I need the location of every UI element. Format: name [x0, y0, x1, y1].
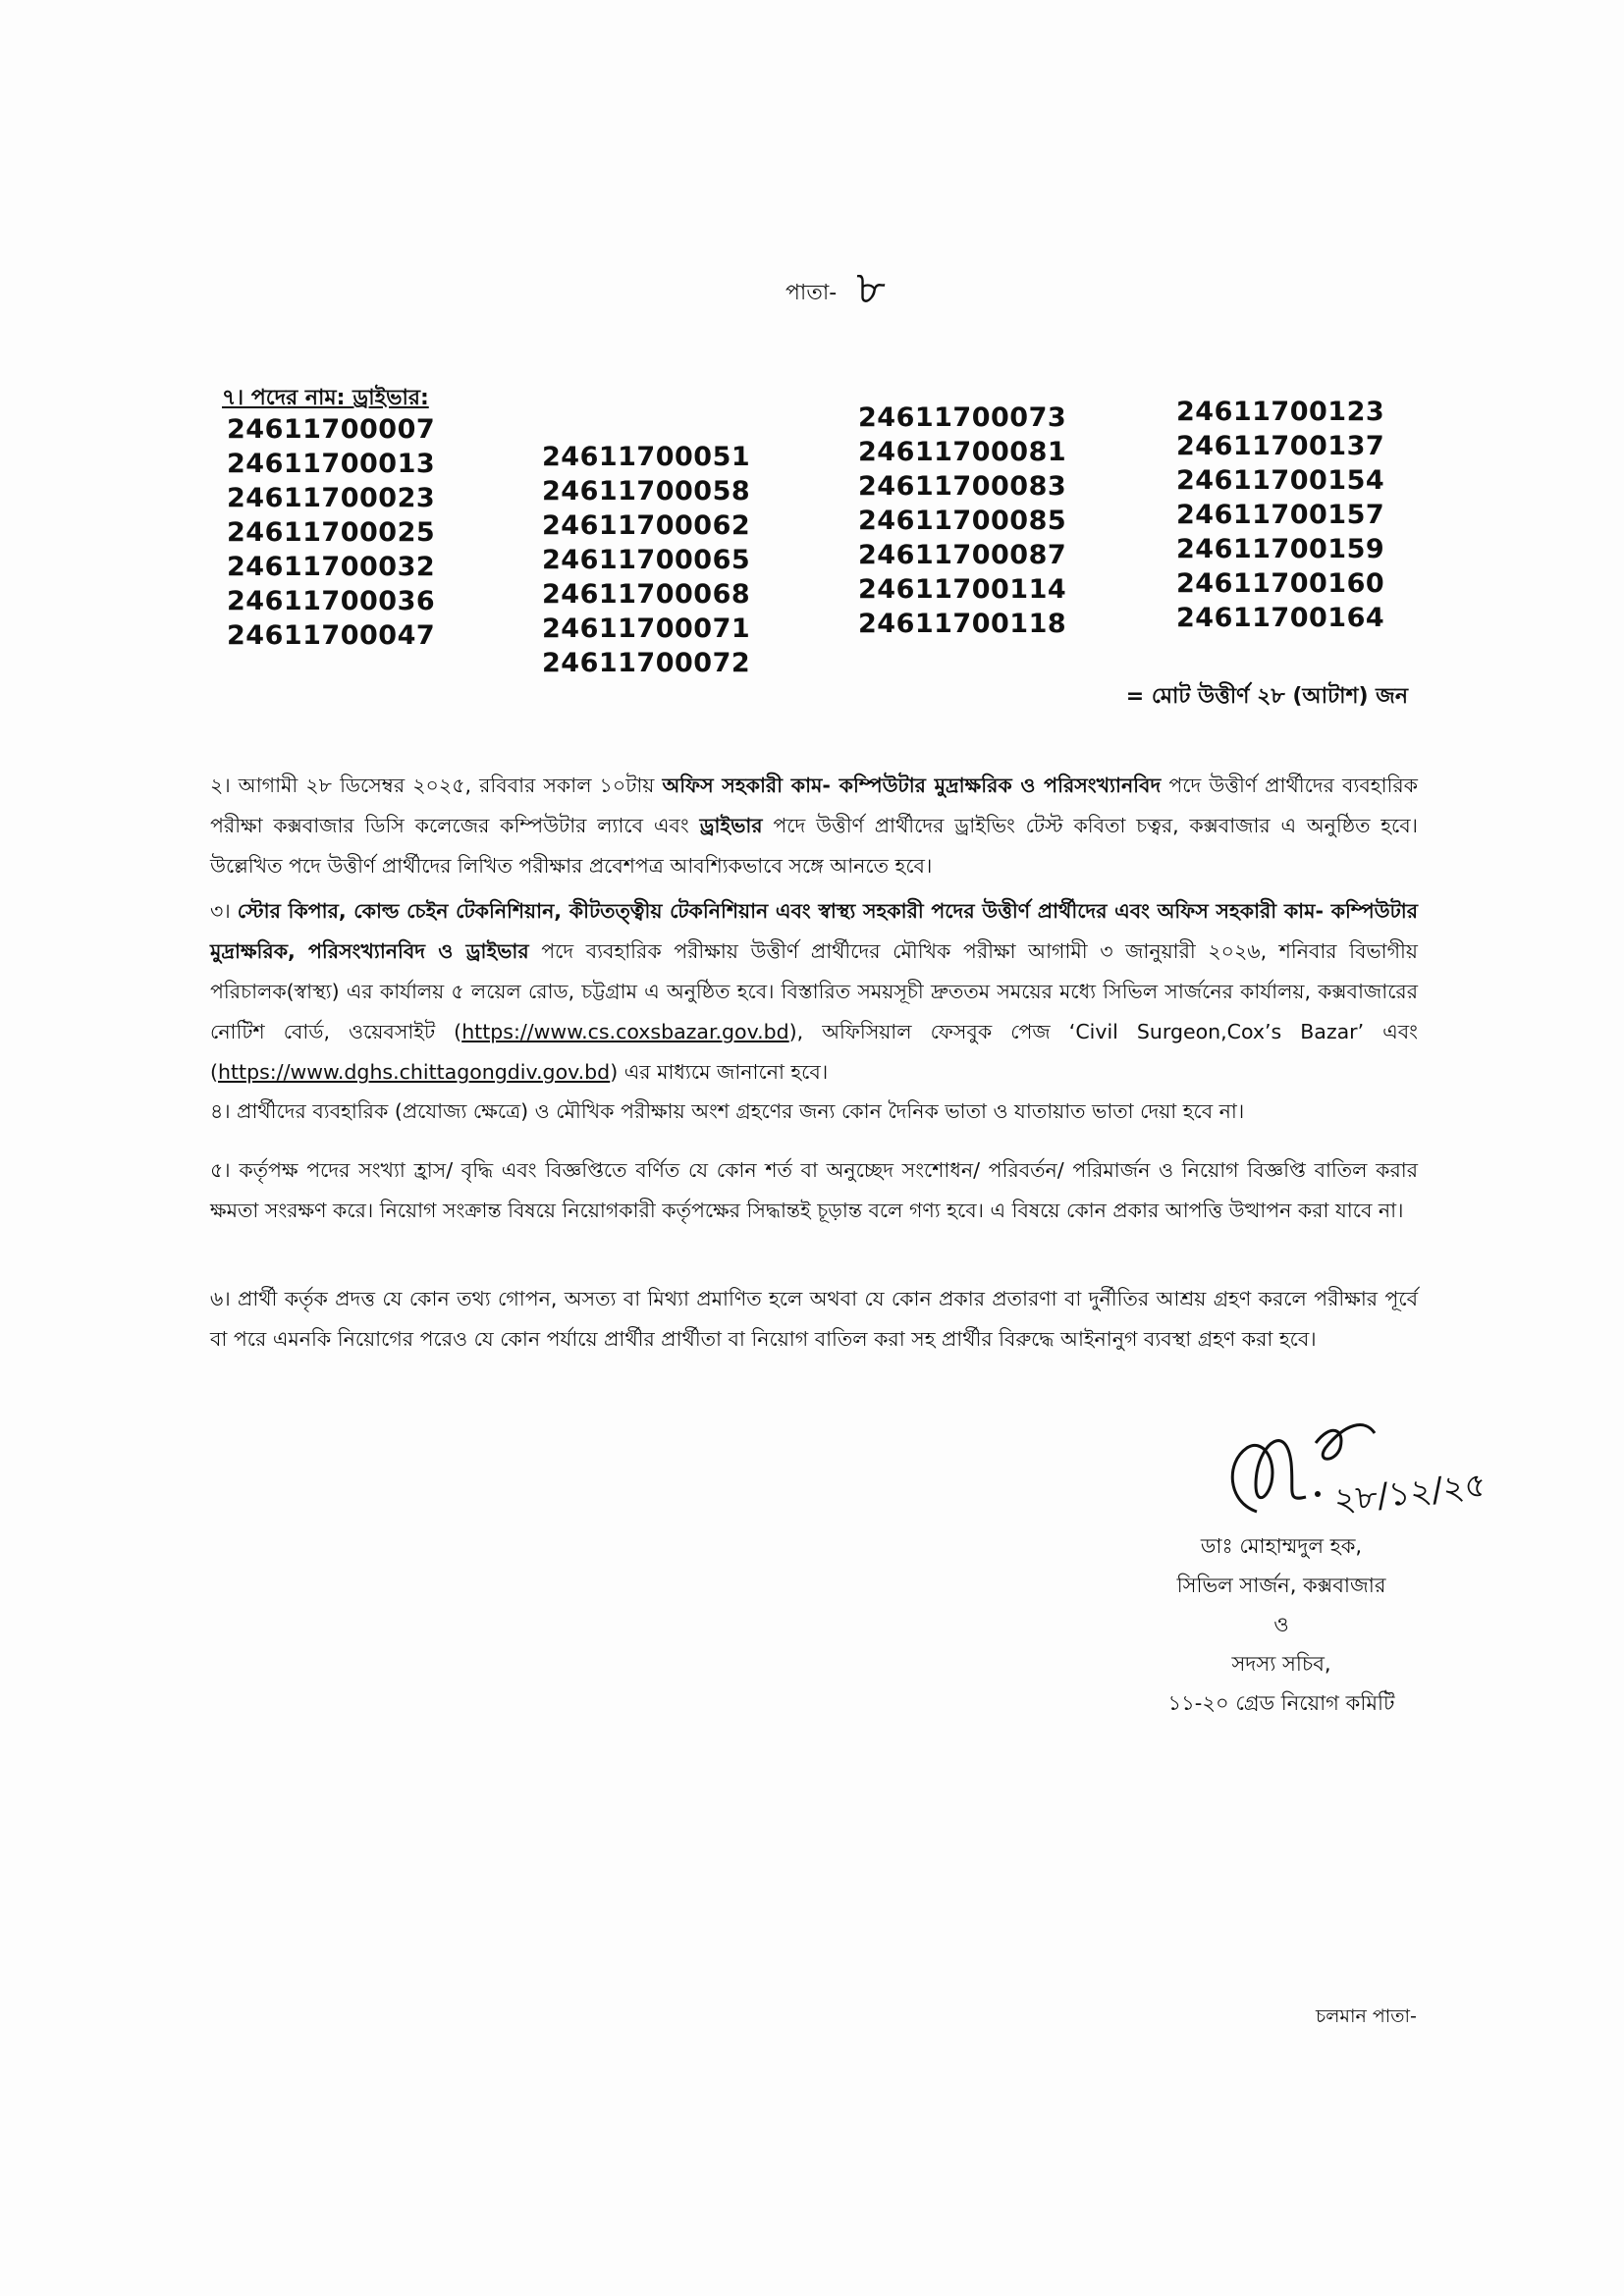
roll-number: 24611700032: [227, 552, 436, 582]
handwritten-page-number: ৮: [856, 261, 886, 314]
signatory-title: সিভিল সার্জন, কক্সবাজার: [1176, 1574, 1386, 1597]
para3-text-2: পদে ব্যবহারিক পরীক্ষায় উত্তীর্ণ প্রার্থীদের মৌখিক পরীক্ষা আগামী ৩ জানুয়ারী ২০২৬, শনিবার বিভাগীয় পরিচালক(স্বাস্থ্য) এর কার্যালয় ৫ লয়েল রোড, চট্টগ্রাম এ অনুষ্ঠিত হবে। বিস্তারিত সময়সূচী দ্রুততম সময়ের মধ্যে সিভিল সার্জনের কার্যালয়, কক্সবাজারের নোটিশ বোর্ড, ওয়েবসাইট (: [210, 939, 1418, 1043]
roll-number: 24611700065: [542, 545, 751, 575]
para3-text-3: ), অফিসিয়াল ফেসবুক পেজ ‘Civil Surgeon,Cox’s Bazar’ এবং (: [210, 1020, 1418, 1084]
roll-number: 24611700036: [227, 586, 436, 616]
roll-number: 24611700137: [1176, 431, 1385, 461]
para2-text-2: পদে উত্তীর্ণ প্রার্থীদের ব্যবহারিক পরীক্ষা কক্সবাজার ডিসি কলেজের কম্পিউটার ল্যাবে এবং: [210, 774, 1418, 837]
roll-number: 24611700025: [227, 517, 436, 548]
section-heading: ৭। পদের নাম: ড্রাইভার:: [222, 386, 429, 410]
roll-column-3: [858, 400, 1066, 641]
signatory-committee: ১১-২০ গ্রেড নিয়োগ কমিটি: [1167, 1691, 1395, 1715]
paragraph-4: ৪। প্রার্থীদের ব্যবহারিক (প্রযোজ্য ক্ষেত্রে) ও মৌখিক পরীক্ষায় অংশ গ্রহণের জন্য কোন দৈনিক ভাতা ও যাতায়াত ভাতা দেয়া হবে না।: [210, 1099, 1245, 1123]
para2-bold-2: ড্রাইভার: [699, 814, 763, 837]
roll-number: 24611700051: [542, 442, 751, 472]
roll-number: 24611700047: [227, 620, 436, 651]
roll-column-2: [542, 440, 750, 680]
para3-text-4: ) এর মাধ্যমে জানানো হবে।: [610, 1060, 829, 1084]
roll-number: 24611700154: [1176, 465, 1385, 496]
roll-number: 24611700157: [1176, 500, 1385, 530]
roll-number: 24611700118: [858, 609, 1067, 639]
roll-number: 24611700072: [542, 648, 751, 678]
signature-block: [1159, 1526, 1404, 1723]
roll-number: 24611700023: [227, 483, 436, 513]
roll-number: 24611700071: [542, 614, 751, 644]
continued-label: চলমান পাতা-: [1316, 2005, 1417, 2027]
website-link[interactable]: https://www.cs.coxsbazar.gov.bd: [461, 1020, 789, 1043]
roll-number: 24611700164: [1176, 603, 1385, 633]
total-passed: = মোট উত্তীর্ণ ২৮ (আটাশ) জন: [1125, 684, 1408, 709]
paragraph-5: ৫। কর্তৃপক্ষ পদের সংখ্যা হ্রাস/ বৃদ্ধি এবং বিজ্ঞপ্তিতে বর্ণিত যে কোন শর্ত বা অনুচ্ছেদ সংশোধন/ পরিবর্তন/ পরিমার্জন ও নিয়োগ বিজ্ঞপ্তি বাতিল করার ক্ষমতা সংরক্ষণ করে। নিয়োগ সংক্রান্ত বিষয়ে নিয়োগকারী কর্তৃপক্ষের সিদ্ধান্তই চূড়ান্ত বলে গণ্য হবে। এ বিষয়ে কোন প্রকার আপত্তি উত্থাপন করা যাবে না।: [210, 1158, 1418, 1222]
para3-text-1: ৩।: [210, 899, 238, 923]
page-number: [785, 250, 886, 325]
roll-column-1: [227, 412, 435, 653]
roll-column-4: [1176, 395, 1384, 635]
para2-text-3: পদে উত্তীর্ণ প্রার্থীদের ড্রাইভিং টেস্ট কবিতা চত্বর, কক্সবাজার এ অনুষ্ঠিত হবে। উল্লেখিত পদে উত্তীর্ণ প্রার্থীদের লিখিত পরীক্ষার প্রবেশপত্র আবশ্যিকভাবে সঙ্গে আনতে হবে।: [210, 814, 1418, 878]
signature-date: ২৮/১২/২৫: [1331, 1465, 1489, 1521]
roll-number: 24611700114: [858, 574, 1067, 605]
para2-text-1: ২। আগামী ২৮ ডিসেম্বর ২০২৫, রবিবার সকাল ১০টায়: [210, 774, 663, 797]
page-label: পাতা-: [785, 281, 838, 305]
roll-number: 24611700087: [858, 540, 1067, 570]
signature-icon: [1218, 1404, 1512, 1531]
paragraph-3: [210, 891, 1418, 1093]
dghs-link[interactable]: https://www.dghs.chittagongdiv.gov.bd: [218, 1060, 611, 1084]
roll-number: 24611700123: [1176, 397, 1385, 427]
paragraph-6: ৬। প্রার্থী কর্তৃক প্রদত্ত যে কোন তথ্য গোপন, অসত্য বা মিথ্যা প্রমাণিত হলে অথবা যে কোন প্রকার প্রতারণা বা দুর্নীতির আশ্রয় গ্রহণ করলে পরীক্ষার পূর্বে বা পরে এমনকি নিয়োগের পরেও যে কোন পর্যায়ে প্রার্থীর প্রার্থীতা বা নিয়োগ বাতিল করা সহ প্রার্থীর বিরুদ্ধে আইনানুগ ব্যবস্থা গ্রহণ করা হবে।: [210, 1287, 1418, 1351]
signatory-name: ডাঃ মোহাম্মদুল হক,: [1200, 1534, 1363, 1558]
para3-bold-1: স্টোর কিপার, কোল্ড চেইন টেকনিশিয়ান, কীটতত্ত্বীয় টেকনিশিয়ান এবং স্বাস্থ্য সহকারী পদের উত্তীর্ণ প্রার্থীদের এবং অফিস সহকারী কাম- কম্পিউটার মুদ্রাক্ষরিক, পরিসংখ্যানবিদ ও ড্রাইভার: [210, 899, 1418, 963]
roll-number: 24611700062: [542, 510, 751, 541]
signatory-conjunction: ও: [1273, 1613, 1289, 1636]
signatory-role: সদস্য সচিব,: [1231, 1652, 1331, 1676]
roll-number: 24611700007: [227, 414, 436, 445]
roll-number: 24611700083: [858, 471, 1067, 502]
roll-number: 24611700058: [542, 476, 751, 507]
roll-number: 24611700085: [858, 506, 1067, 536]
roll-number: 24611700159: [1176, 534, 1385, 564]
roll-number: 24611700013: [227, 449, 436, 479]
para2-bold-1: অফিস সহকারী কাম- কম্পিউটার মুদ্রাক্ষরিক ও পরিসংখ্যানবিদ: [662, 774, 1162, 797]
roll-number: 24611700081: [858, 437, 1067, 467]
paragraph-2: [210, 766, 1418, 886]
roll-number: 24611700160: [1176, 568, 1385, 599]
roll-number: 24611700068: [542, 579, 751, 610]
roll-number: 24611700073: [858, 402, 1067, 433]
